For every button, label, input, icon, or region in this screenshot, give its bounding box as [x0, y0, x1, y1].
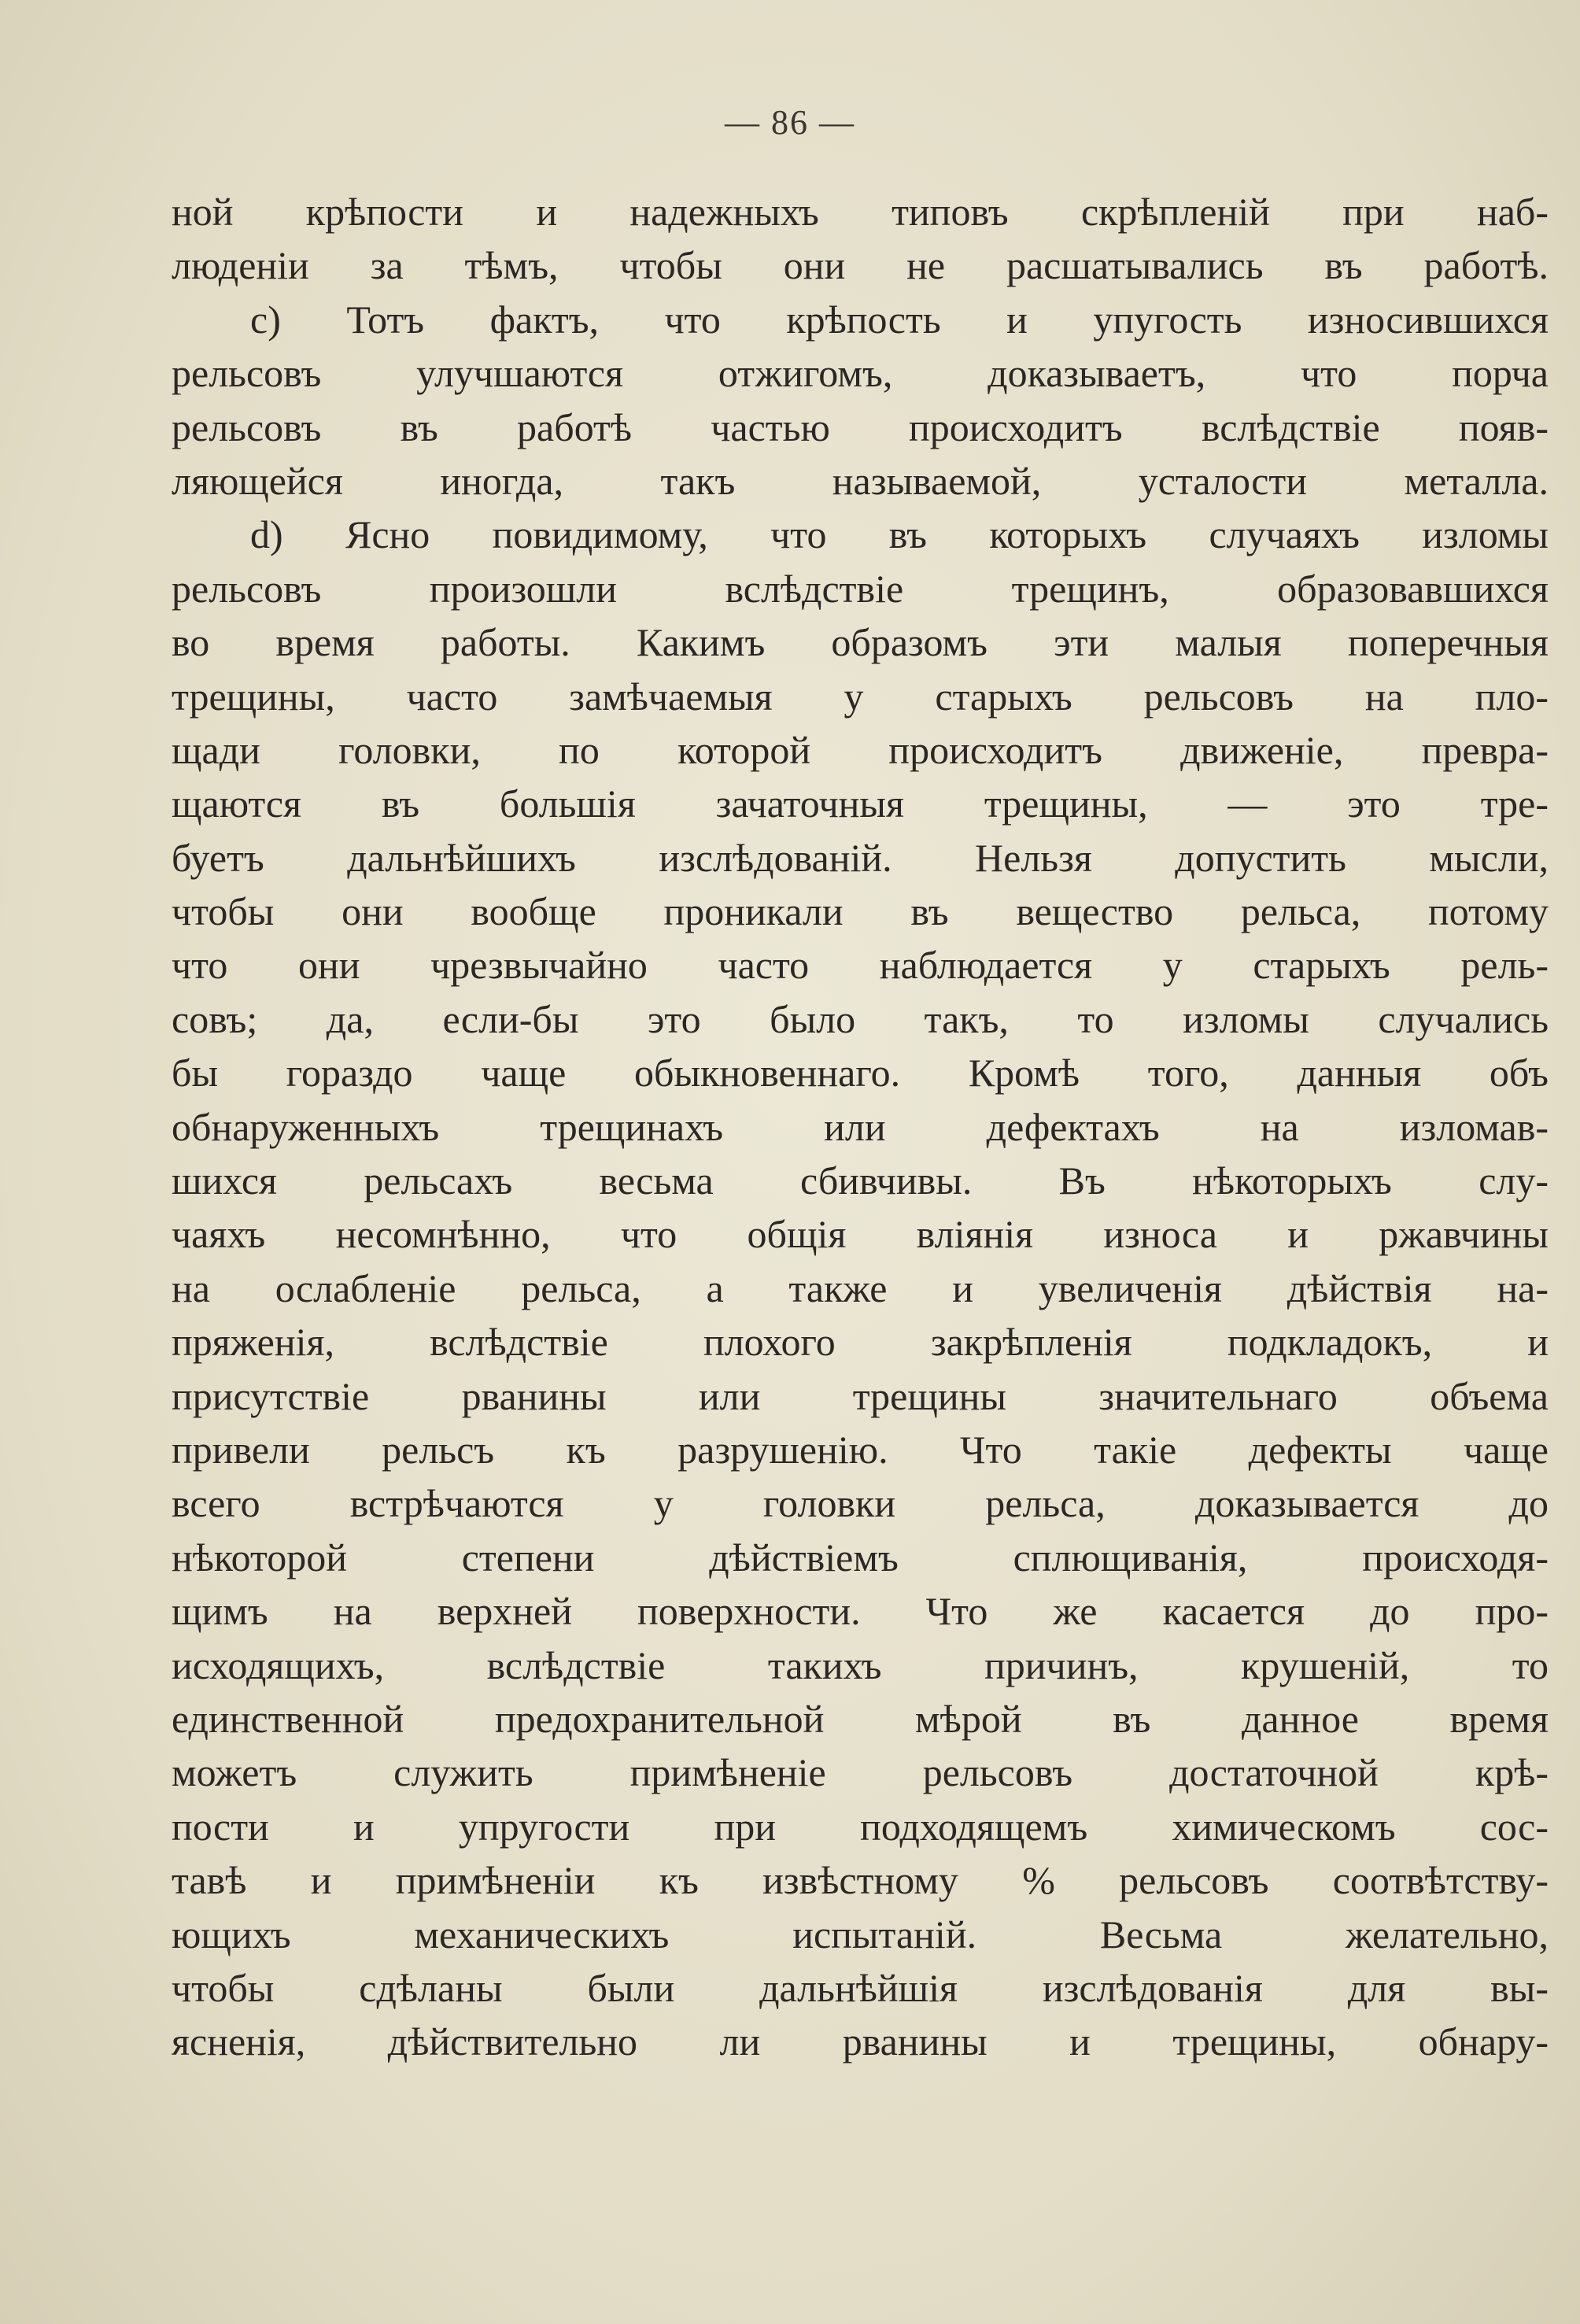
text-line: во время работы. Какимъ образомъ эти малыя поперечныя: [172, 620, 1549, 665]
text-line: что они чрезвычайно часто наблюдается у старыхъ рель-: [172, 943, 1549, 988]
page-number: — 86 —: [725, 103, 855, 142]
text-line: рельсовъ произошли вслѣдствіе трещинъ, образовавшихся: [172, 566, 1549, 611]
text-line: чаяхъ несомнѣнно, что общія вліянія износа и ржавчины: [172, 1212, 1549, 1257]
text-line: всего встрѣчаются у головки рельса, доказывается до: [172, 1481, 1549, 1526]
text-line: рельсовъ въ работѣ частью происходитъ вслѣдствіе появ-: [172, 405, 1549, 449]
text-line: тавѣ и примѣненіи къ извѣстному % рельсовъ соотвѣтству-: [172, 1858, 1549, 1903]
text-line: пости и упругости при подходящемъ химическомъ сос-: [172, 1804, 1549, 1849]
text-line: ясненія, дѣйствительно ли рванины и трещины, обнару-: [172, 2019, 1549, 2064]
text-line: трещины, часто замѣчаемыя у старыхъ рельсовъ на пло-: [172, 674, 1549, 719]
text-line: исходящихъ, вслѣдствіе такихъ причинъ, крушеній, то: [172, 1642, 1549, 1687]
text-line: щаются въ большія зачаточныя трещины, — это тре-: [172, 781, 1549, 826]
text-line: можетъ служить примѣненіе рельсовъ достаточной крѣ-: [172, 1750, 1549, 1795]
text-line: буетъ дальнѣйшихъ изслѣдованій. Нельзя допустить мысли,: [172, 835, 1549, 880]
text-line: бы гораздо чаще обыкновеннаго. Кромѣ того, данныя объ: [172, 1051, 1549, 1095]
text-line: привели рельсъ къ разрушенію. Что такіе дефекты чаще: [172, 1427, 1549, 1472]
text-line: чтобы сдѣланы были дальнѣйшія изслѣдованія для вы-: [172, 1965, 1549, 2010]
text-line: обнаруженныхъ трещинахъ или дефектахъ на изломав-: [172, 1104, 1549, 1149]
text-line: щади головки, по которой происходитъ движеніе, превра-: [172, 727, 1549, 772]
text-line: присутствіе рванины или трещины значительнаго объема: [172, 1373, 1549, 1418]
text-line: чтобы они вообще проникали въ вещество рельса, потому: [172, 889, 1549, 934]
text-line: ющихъ механическихъ испытаній. Весьма желательно,: [172, 1912, 1549, 1956]
text-line: c) Тотъ фактъ, что крѣпость и упугость износившихся: [250, 297, 1549, 342]
text-line: совъ; да, если-бы это было такъ, то изломы случались: [172, 996, 1549, 1041]
text-line: на ослабленіе рельса, а также и увеличенія дѣйствія на-: [172, 1265, 1549, 1310]
text-line: рельсовъ улучшаются отжигомъ, доказываетъ, что порча: [172, 351, 1549, 396]
text-line: нѣкоторой степени дѣйствіемъ сплющиванія, происходя-: [172, 1535, 1549, 1580]
text-line: люденіи за тѣмъ, чтобы они не расшатывались въ работѣ.: [172, 243, 1549, 288]
body-text: [172, 185, 1549, 2069]
text-line: d) Ясно повидимому, что въ которыхъ случаяхъ изломы: [250, 512, 1549, 557]
text-line: единственной предохранительной мѣрой въ данное время: [172, 1696, 1549, 1741]
text-line: ляющейся иногда, такъ называемой, усталости металла.: [172, 458, 1549, 503]
text-line: пряженія, вслѣдствіе плохого закрѣпленія подкладокъ, и: [172, 1320, 1549, 1365]
text-line: щимъ на верхней поверхности. Что же касается до про-: [172, 1589, 1549, 1634]
text-line: шихся рельсахъ весьма сбивчивы. Въ нѣкоторыхъ слу-: [172, 1158, 1549, 1203]
text-line: ной крѣпости и надежныхъ типовъ скрѣпленій при наб-: [172, 190, 1549, 234]
